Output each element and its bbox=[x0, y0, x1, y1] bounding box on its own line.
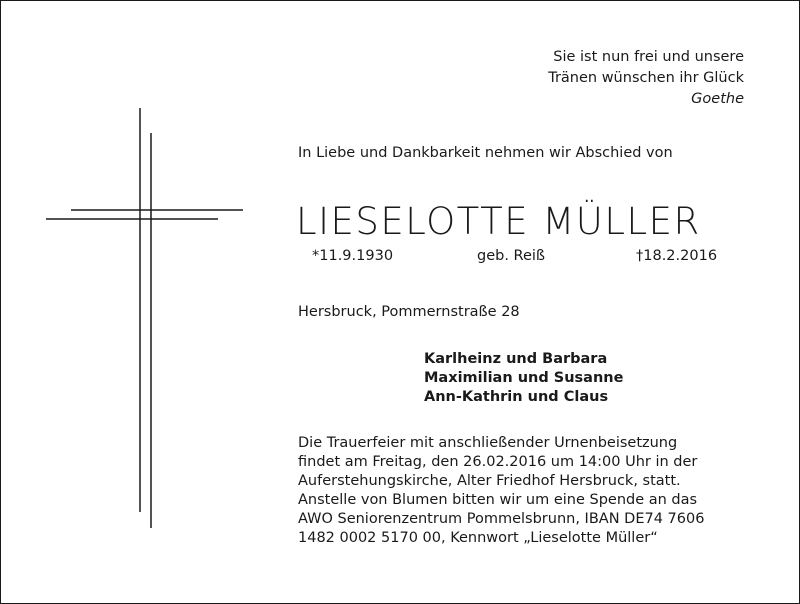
service-info bbox=[298, 434, 704, 548]
poem-line: Tränen wünschen ihr Glück bbox=[548, 70, 744, 86]
family-member: Ann-Kathrin und Claus bbox=[424, 389, 609, 405]
family-member: Maximilian und Susanne bbox=[424, 370, 624, 386]
death-date: †18.2.2016 bbox=[636, 248, 718, 264]
service-line: Die Trauerfeier mit anschließender Urnenbeisetzung bbox=[298, 435, 678, 451]
birth-date: *11.9.1930 bbox=[312, 248, 394, 264]
family-member: Karlheinz und Barbara bbox=[424, 351, 608, 367]
deceased-name: LIESELOTTE MÜLLER bbox=[296, 200, 701, 243]
poem-quote bbox=[548, 47, 744, 110]
service-line: findet am Freitag, den 26.02.2016 um 14:00 Uhr in der bbox=[298, 454, 698, 470]
service-line: Auferstehungskirche, Alter Friedhof Hersbruck, statt. bbox=[298, 473, 681, 489]
intro-text: In Liebe und Dankbarkeit nehmen wir Abschied von bbox=[298, 145, 673, 161]
maiden-name: geb. Reiß bbox=[477, 248, 546, 264]
service-line: 1482 0002 5170 00, Kennwort „Lieselotte Müller“ bbox=[298, 530, 658, 546]
poem-author: Goethe bbox=[691, 91, 744, 107]
family-list bbox=[424, 350, 623, 407]
service-line: Anstelle von Blumen bitten wir um eine Spende an das bbox=[298, 492, 698, 508]
poem-line: Sie ist nun frei und unsere bbox=[553, 49, 744, 65]
service-line: AWO Seniorenzentrum Pommelsbrunn, IBAN DE74 7606 bbox=[298, 511, 705, 527]
address: Hersbruck, Pommernstraße 28 bbox=[298, 304, 520, 320]
